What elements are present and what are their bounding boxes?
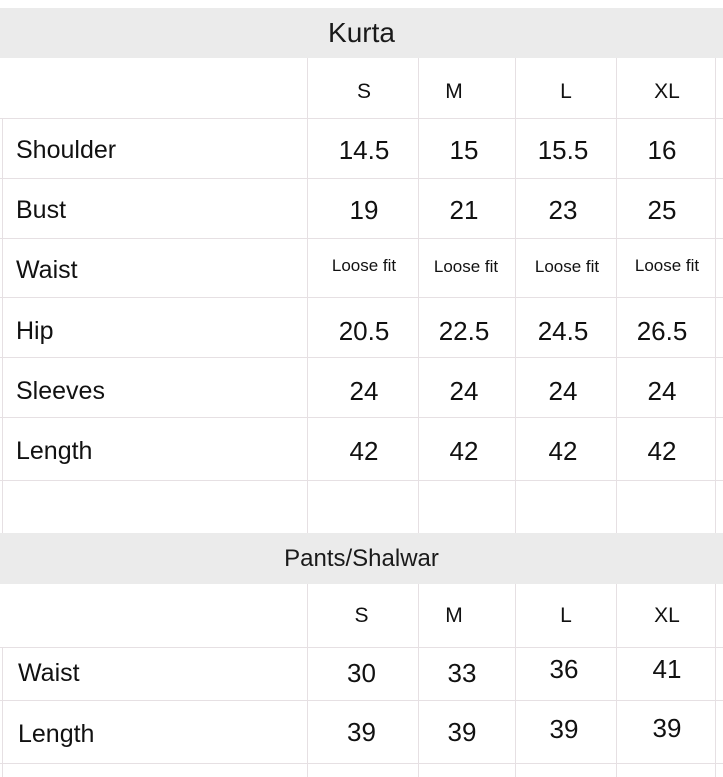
row-label-length: Length (16, 436, 93, 465)
kurta-header (0, 8, 723, 58)
size-s: S (356, 80, 371, 103)
value-cell: 39 (549, 713, 579, 744)
value-cell: 39 (652, 712, 682, 743)
value-cell: 24.5 (537, 315, 589, 346)
value-cell: 15 (449, 134, 479, 165)
grid-line (0, 480, 723, 481)
grid-line (0, 647, 723, 648)
kurta-title: Kurta (328, 17, 395, 48)
grid-line (515, 584, 516, 777)
value-cell: 14.5 (338, 134, 390, 165)
value-cell: Loose fit (433, 257, 499, 276)
grid-line (2, 647, 3, 777)
grid-line (515, 58, 516, 533)
grid-line (616, 58, 617, 533)
value-cell: 22.5 (438, 315, 490, 346)
value-cell: 42 (647, 435, 677, 466)
size-m: M (445, 604, 463, 627)
size-l: L (560, 604, 572, 627)
value-cell: 21 (449, 194, 479, 225)
value-cell: 24 (548, 375, 578, 406)
grid-line (715, 584, 716, 777)
row-label-hip: Hip (16, 316, 54, 345)
grid-line (616, 584, 617, 777)
value-cell: 30 (347, 657, 376, 688)
value-cell: 19 (349, 194, 379, 225)
row-label-waist: Waist (16, 255, 78, 284)
grid-line (0, 700, 723, 701)
value-cell: Loose fit (634, 256, 700, 275)
grid-line (2, 118, 3, 533)
grid-line (307, 584, 308, 777)
grid-line (418, 584, 419, 777)
size-s: S (354, 604, 369, 627)
grid-line (0, 238, 723, 239)
row-label-waist: Waist (18, 658, 80, 687)
row-label-shoulder: Shoulder (16, 135, 117, 164)
value-cell: 23 (548, 194, 578, 225)
pants-title: Pants/Shalwar (284, 544, 439, 572)
grid-line (0, 763, 723, 764)
value-cell: 24 (349, 375, 379, 406)
value-cell: Loose fit (534, 257, 600, 276)
grid-line (0, 118, 723, 119)
size-xl: XL (654, 604, 680, 627)
value-cell: 16 (647, 134, 677, 165)
pants-header (0, 533, 723, 584)
value-cell: 24 (449, 375, 479, 406)
value-cell: 25 (647, 194, 677, 225)
value-cell: 39 (447, 716, 477, 747)
value-cell: 20.5 (338, 315, 390, 346)
value-cell: 39 (347, 716, 376, 747)
value-cell: 42 (449, 435, 479, 466)
grid-line (0, 417, 723, 418)
value-cell: Loose fit (331, 256, 397, 275)
grid-line (715, 58, 716, 533)
value-cell: 42 (349, 435, 379, 466)
row-label-bust: Bust (16, 195, 67, 224)
value-cell: 15.5 (537, 134, 589, 165)
grid-line (0, 357, 723, 358)
value-cell: 24 (647, 375, 677, 406)
size-l: L (560, 80, 572, 103)
grid-line (0, 178, 723, 179)
row-label-length: Length (18, 719, 95, 748)
grid-line (307, 58, 308, 533)
row-label-sleeves: Sleeves (16, 376, 105, 405)
grid-line (418, 58, 419, 533)
value-cell: 41 (652, 653, 682, 684)
grid-line (0, 297, 723, 298)
value-cell: 26.5 (636, 315, 688, 346)
value-cell: 36 (549, 653, 579, 684)
size-m: M (445, 80, 463, 103)
value-cell: 33 (447, 657, 477, 688)
value-cell: 42 (548, 435, 578, 466)
size-xl: XL (654, 80, 680, 103)
